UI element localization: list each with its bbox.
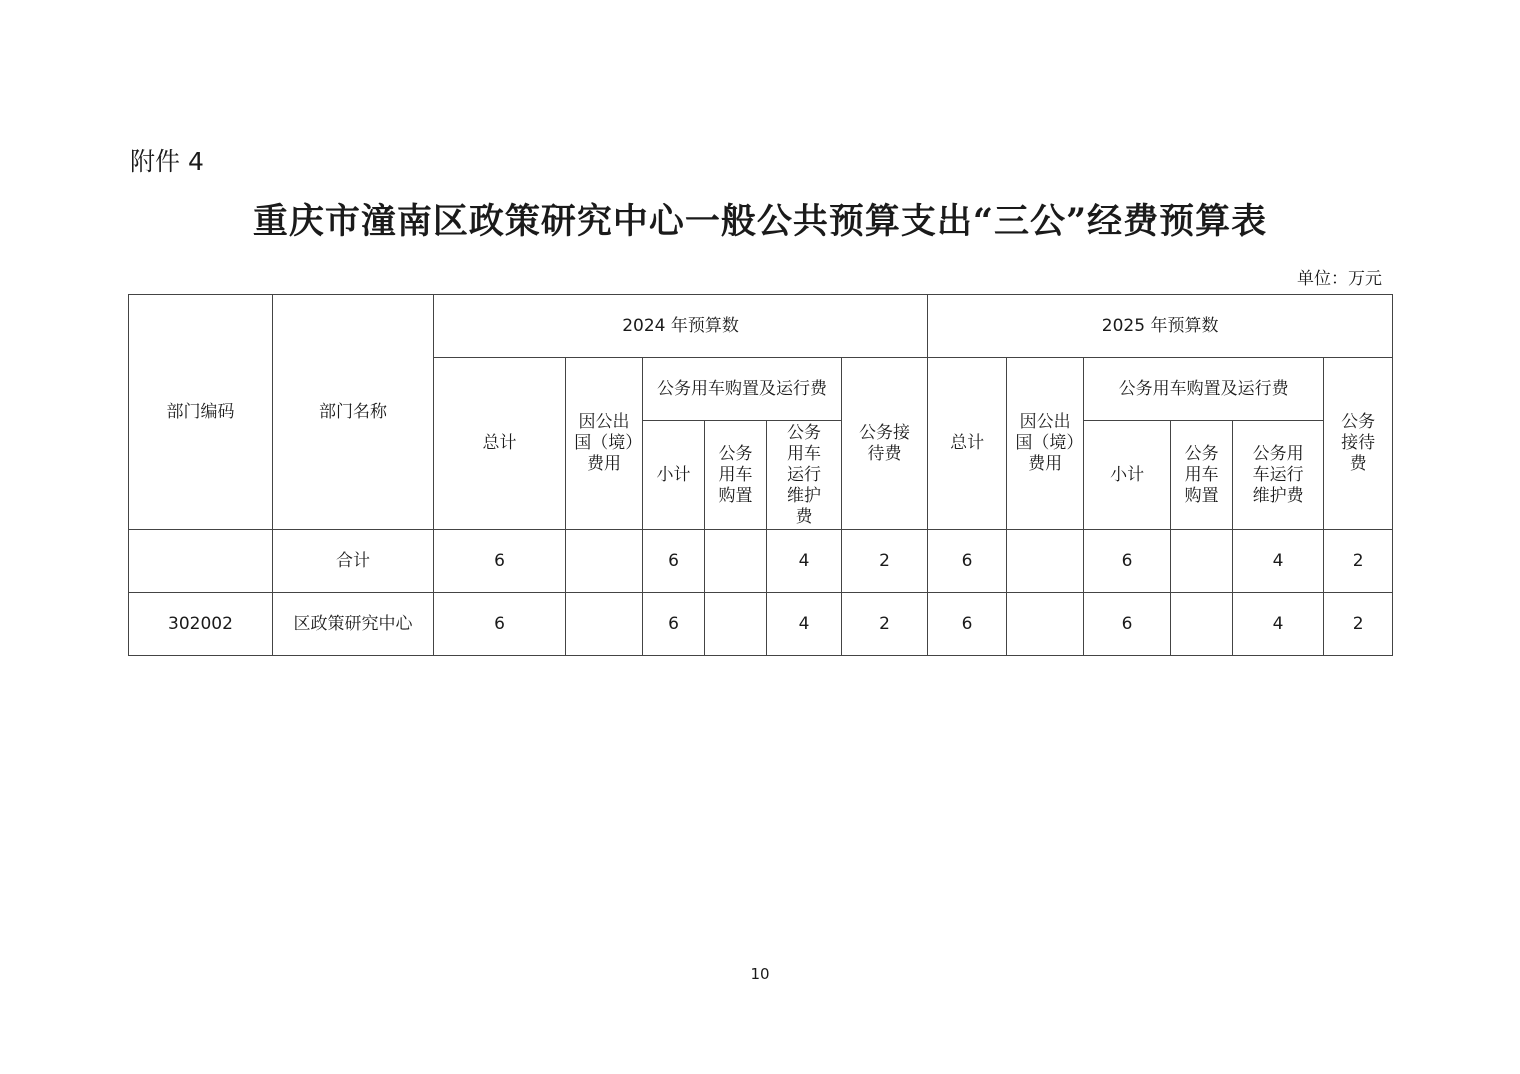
cell-dept-code xyxy=(129,530,273,593)
header-2024-reception: 公务接待费 xyxy=(842,358,928,530)
cell-2025-abroad xyxy=(1007,530,1084,593)
cell-2025-purchase xyxy=(1171,593,1233,656)
header-2024-vehicle-purchase: 公务用车购置 xyxy=(705,421,767,530)
cell-2025-total: 6 xyxy=(928,530,1007,593)
header-2025-reception: 公务接待费 xyxy=(1324,358,1393,530)
cell-2024-subtotal: 6 xyxy=(643,593,705,656)
cell-2024-total: 6 xyxy=(434,530,566,593)
cell-2024-subtotal: 6 xyxy=(643,530,705,593)
cell-2024-operation: 4 xyxy=(767,593,842,656)
header-2024-subtotal: 小计 xyxy=(643,421,705,530)
page-title: 重庆市潼南区政策研究中心一般公共预算支出“三公”经费预算表 xyxy=(252,201,1268,242)
table-row xyxy=(129,593,1393,656)
cell-2025-subtotal: 6 xyxy=(1084,530,1171,593)
header-dept-name: 部门名称 xyxy=(273,295,434,530)
cell-2025-operation: 4 xyxy=(1233,530,1324,593)
cell-2025-abroad xyxy=(1007,593,1084,656)
cell-2025-purchase xyxy=(1171,530,1233,593)
header-2025-subtotal: 小计 xyxy=(1084,421,1171,530)
header-2025-abroad: 因公出国（境）费用 xyxy=(1007,358,1084,530)
header-2025-budget: 2025 年预算数 xyxy=(928,295,1393,358)
cell-2025-operation: 4 xyxy=(1233,593,1324,656)
page-number: 10 xyxy=(750,965,770,983)
cell-2024-abroad xyxy=(566,530,643,593)
header-2024-vehicle-group: 公务用车购置及运行费 xyxy=(643,358,842,421)
attachment-label: 附件 4 xyxy=(130,147,204,176)
cell-2024-purchase xyxy=(705,530,767,593)
header-2025-vehicle-group: 公务用车购置及运行费 xyxy=(1084,358,1324,421)
cell-2025-reception: 2 xyxy=(1324,593,1393,656)
header-dept-code: 部门编码 xyxy=(129,295,273,530)
budget-table xyxy=(128,294,1393,656)
cell-2024-reception: 2 xyxy=(842,530,928,593)
header-2024-abroad: 因公出国（境）费用 xyxy=(566,358,643,530)
cell-2024-reception: 2 xyxy=(842,593,928,656)
cell-2024-purchase xyxy=(705,593,767,656)
unit-label: 单位：万元 xyxy=(1297,269,1382,289)
cell-2024-abroad xyxy=(566,593,643,656)
cell-dept-code: 302002 xyxy=(129,593,273,656)
header-2025-vehicle-operation: 公务用车运行维护费 xyxy=(1233,421,1324,530)
table-row-total xyxy=(129,530,1393,593)
cell-2025-total: 6 xyxy=(928,593,1007,656)
header-2024-vehicle-operation: 公务用车运行维护费 xyxy=(767,421,842,530)
cell-2025-subtotal: 6 xyxy=(1084,593,1171,656)
header-2025-vehicle-purchase: 公务用车购置 xyxy=(1171,421,1233,530)
header-2025-total: 总计 xyxy=(928,358,1007,530)
cell-dept-name: 区政策研究中心 xyxy=(273,593,434,656)
header-2024-total: 总计 xyxy=(434,358,566,530)
cell-dept-name: 合计 xyxy=(273,530,434,593)
header-row-1 xyxy=(129,295,1393,358)
cell-2025-reception: 2 xyxy=(1324,530,1393,593)
cell-2024-operation: 4 xyxy=(767,530,842,593)
cell-2024-total: 6 xyxy=(434,593,566,656)
header-2024-budget: 2024 年预算数 xyxy=(434,295,928,358)
